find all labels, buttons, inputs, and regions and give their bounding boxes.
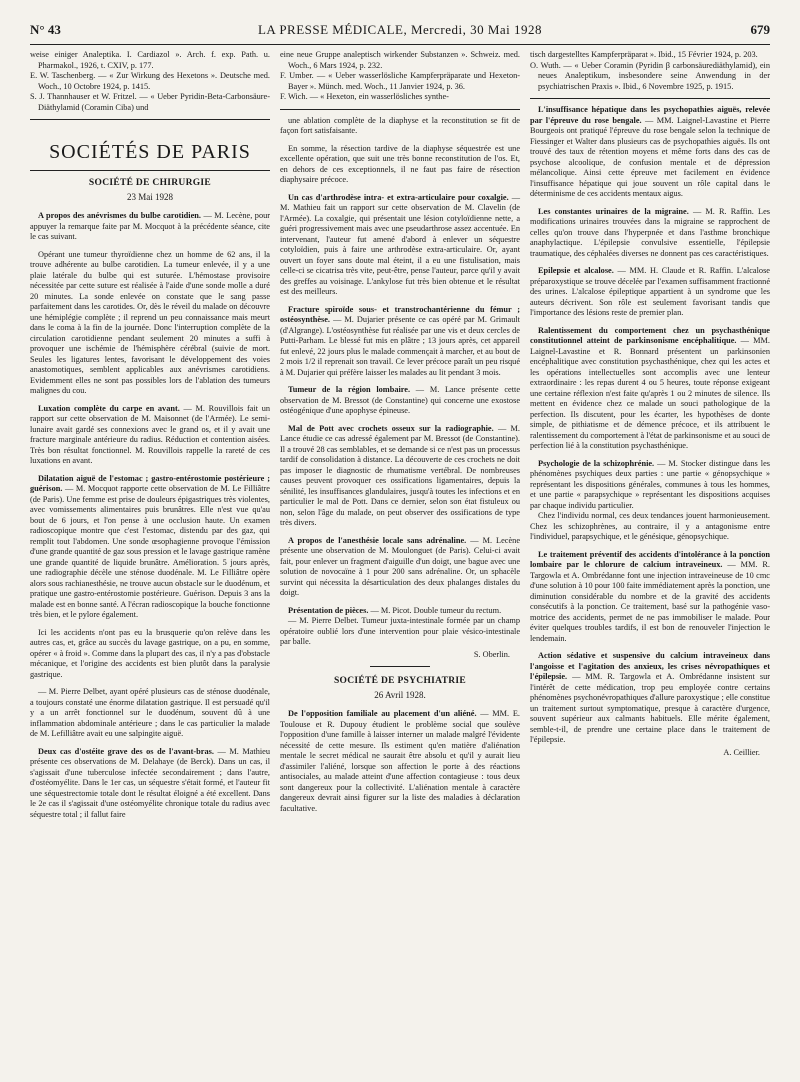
article-heading: L'insuffisance hépatique dans les psychopathies aiguës, relevée par l'épreuve du rose bengale. bbox=[530, 105, 770, 125]
column-1 bbox=[30, 50, 270, 827]
article bbox=[30, 211, 270, 243]
article-body: — MM. R. Targowla et A. Ombrédanne font une injection intraveineuse de 10 cmc d'une solution à 10 pour 100 faite immédiatement après la ponction, une diminution considérable du nombre et de la gravité des accidents consécutifs à la ponction. Ce traitement, basé sur la pathogénie vaso-motrice des accidents, permet de ne pas immobiliser le malade. Pour éviter quelques troubles tardifs, il est bon de renouveler l'injection le lendemain. bbox=[530, 560, 770, 643]
article-body: — M. Dujarier présente ce cas opéré par M. Grimault (d'Algrange). L'ostéosynthèse fut réalisée par une vis et deux cercles de Putti-Parham. Le blessé fut mis en plâtre ; 13 jours après, cet appareil fut enlevé, 22 jours plus le malade commençait à marcher, et au bout de 2 mois 1/2 il reprenait son travail. Ce lever précoce paraît un peu risqué à M. Dujarier qui préfère laisser les malades au lit pendant 3 mois. bbox=[280, 315, 520, 377]
divider bbox=[30, 170, 270, 171]
article-heading: A propos de l'anesthésie locale sans adrénaline. bbox=[288, 535, 467, 545]
article-body: une ablation complète de la diaphyse et la reconstitution se fit de façon fort satisfaisante. bbox=[280, 115, 520, 135]
article bbox=[530, 105, 770, 200]
article bbox=[30, 404, 270, 467]
article-heading: Le traitement préventif des accidents d'intolérance à la ponction lombaire par le chlorure de calcium intraveineux. bbox=[530, 549, 770, 569]
article-heading: Action sédative et suspensive du calcium intraveineux dans l'angoisse et l'agitation des anxieux, les crises névropathiques et l'épilepsie. bbox=[530, 651, 770, 681]
page-number: 679 bbox=[750, 22, 770, 37]
article bbox=[530, 207, 770, 260]
article bbox=[280, 424, 520, 529]
reference-item: eine neue Gruppe analeptisch wirkender Substanzen ». Schweiz. med. Woch., 6 Mars 1924, p. 232. bbox=[280, 50, 520, 70]
author-signature: S. Oberlin. bbox=[473, 649, 510, 659]
article-body: — M. Rouvillois fait un rapport sur cette observation de M. Maisonnet (de l'Armée). Le semi-lunaire avait gardé ses connexions avec le grand os, et il y avait une fracture marginale antérieure du radius. Réduction et contention aisées. Très bon résultat fonctionnel. M. Rouvillois rappelle la rareté de ces luxations en avant. bbox=[30, 403, 270, 465]
article-body: — M. R. Raffin. Les modifications urinaires trouvées dans la migraine se rapprochent de celles qu'on trouve dans l'hyperpnée et dans l'asthme bronchique anaphylactique. L'épilepsie convulsive essentielle, l'épilepsie traumatique, des céphalées diverses ne donnent pas ces caractéristiques. bbox=[530, 206, 770, 258]
issue-number: N° 43 bbox=[30, 22, 61, 37]
article-body: — M. Mathieu fait un rapport sur cette observation de M. Clavelin (de l'Armée). La coxalgie, qui présentait une lésion cotyloïdienne nette, a guéri progressivement mais avec une pseudarthrose assez accentuée. En intervenant, l'auteur fut amené d'abord à enlever un séquestre cotyloïdien, puis à faire une arthrodèse extra-articulaire. Or, ayant ouvert un foyer sans doute mal éteint, il a eu une fistulisation, mais celle-ci se cicatrisa très vite, peut-être, pense l'auteur, parce qu'il y avait des greffes au voisinage. L'ankylose fut très bien obtenue et le résultat est des meilleurs. bbox=[280, 192, 520, 296]
journal-title: LA PRESSE MÉDICALE, Mercredi, 30 Mai 1928 bbox=[257, 22, 543, 37]
article bbox=[280, 606, 520, 617]
society-title: SOCIÉTÉ DE PSYCHIATRIE bbox=[333, 676, 467, 686]
article-body: — M. Mocquot rapporte cette observation de M. Le Filliâtre (de Paris). Une femme est prise de douleurs épigastriques très violentes, avec vomissements alimentaires puis brunâtres. Elle n'est vue qu'au bout de 6 jours, et l'on pense à une occlusion haute. Un examen radioscopique montre que c'est l'estomac, distendu par des gaz, qui remplit tout l'abdomen. Une sonde œsophagienne provoque l'émission d'une grande quantité de gaz sous pression et le lavage gastrique ramène une grande quantité de liquide brunâtre. Amélioration. 5 jours après, une radiographie décèle une sténose duodénale. M. Le Filliâtre opère alors sous rachianesthésie, ne trouve aucun obstacle sur le duodénum, et pratique une gastro-entérostomie postérieure. Guérison. Depuis 3 ans la malade est en bonne santé. A l'écran radioscopique la bouche fonctionne très bien, et le pylore également. bbox=[30, 484, 270, 619]
article-heading: Ralentissement du comportement chez un psychasthénique constitutionnel atteint de parkinsonisme encéphalitique. bbox=[530, 325, 770, 345]
article-heading: Epilepsie et alcalose. bbox=[538, 266, 614, 275]
article-heading: De l'opposition familiale au placement d'un aliéné. bbox=[288, 709, 477, 718]
article-heading: Présentation de pièces. bbox=[288, 605, 369, 615]
article bbox=[30, 747, 270, 821]
article-body: — MM. Laignel-Lavastine et R. Bonnard présentent un parkinsonien encéphalitique avec constitution psychasthénique, chez qui les actes et les opérations intellectuelles sont accomplis avec une lenteur extraordinaire : les repas durent 4 ou 5 heures, toute réponse exigeant une certaine réflexion n'est faite qu'après 1 ou 2 minutes de silence. Ils mettent en évidence chez ce malade un souci pathologique de la perfection. Ils discutent, pour les écarter, les hypothèses de donte simple, de pithiatisme et de démence précoce, et ils attribuent le ralentissement du comportement à l'état de parkinsonisme et au souci de perfection lié à la constitution psychasthénique. bbox=[530, 336, 770, 450]
article bbox=[530, 459, 770, 512]
references-block bbox=[280, 50, 520, 103]
article-heading: Les constantes urinaires de la migraine. bbox=[538, 206, 689, 216]
divider bbox=[280, 109, 520, 110]
article-heading: Dilatation aiguë de l'estomac ; gastro-entérostomie postérieure ; guérison. bbox=[30, 473, 270, 493]
article-heading: Tumeur de la région lombaire. bbox=[288, 385, 411, 394]
article bbox=[30, 250, 270, 397]
divider bbox=[30, 119, 270, 120]
column-2 bbox=[280, 50, 520, 821]
reference-item: weise einiger Analeptika. I. Cardiazol ». Arch. f. exp. Path. u. Pharmakol., 1926, t. CXIV, p. 177. bbox=[30, 50, 270, 70]
article bbox=[280, 305, 520, 379]
article-body: — MM. E. Toulouse et R. Dupouy étudient le problème social que soulève l'opposition d'une famille à laisser interner un malade malgré l'évidente nécessité de cette mesure. Ils estiment qu'en matière d'aliénation mentale le secret médical ne saurait être absolu et qu'il y aurait lieu d'assimiler l'aliéné, lorsque son affection le porte à des réactions antisociales, au malade atteint d'une affection contagieuse : tous deux sont dangereux pour la collectivité. L'aliénation mentale à caractère dangereux devrait ainsi figurer sur la liste des maladies à déclaration facultative. bbox=[280, 709, 520, 813]
article-body: Ici les accidents n'ont pas eu la brusquerie qu'on relève dans les autres cas, et, grâce au succès du lavage gastrique, on a pu, en somme, opérer « à froid ». Comme dans la plupart des cas, il n'y a pas d'obstacle mécanique, et l'origine des accidents est bien plutôt dans la paralysie gastrique. bbox=[30, 627, 270, 679]
references-block bbox=[530, 50, 770, 92]
article-heading: Psychologie de la schizophrénie. bbox=[538, 458, 655, 468]
article-body: — M. Picot. Double tumeur du rectum. bbox=[368, 605, 502, 615]
article-body: — MM. H. Claude et R. Raffin. L'alcalose préparoxystique se trouve décelée par l'examen suffisamment fractionné des urines. L'alcalose épileptique appartient à un syndrome que les auteurs décrivent. Son rôle est seulement favorisant tandis que l'importance des lésions reste de premier plan. bbox=[530, 266, 770, 317]
reference-item: O. Wuth. — « Ueber Coramin (Pyridin β carbonsäurediäthylamid), ein neues Analeptikum, insbesondere seine Anwendung in der psychiatrischen Praxis ». Ibid., 6 Novembre 1925, p. 1915. bbox=[530, 60, 770, 91]
article bbox=[530, 550, 770, 645]
article bbox=[530, 651, 770, 746]
meeting-date: 23 Mai 1928 bbox=[127, 192, 173, 202]
article bbox=[30, 628, 270, 681]
society-title: SOCIÉTÉ DE CHIRURGIE bbox=[88, 178, 212, 188]
references-block bbox=[30, 50, 270, 113]
section-title: SOCIÉTÉS DE PARIS bbox=[49, 141, 251, 163]
article-body: — M. Lance présente cette observation de M. Bressot (de Constantine) qui concerne une exostose ostéogénique d'une apophyse épineuse. bbox=[280, 385, 520, 415]
article-heading: Un cas d'arthrodèse intra- et extra-articulaire pour coxalgie. bbox=[288, 192, 509, 202]
article bbox=[280, 116, 520, 137]
reference-item: S. J. Thannhauser et W. Fritzel. — « Ueber Pyridin-Beta-Carbonsäure-Diäthylamid (Coramin Ciba) und bbox=[30, 92, 270, 112]
article bbox=[280, 193, 520, 298]
article-body: — M. Stocker distingue dans les phénomènes psychiques deux parties : une partie « génopsychique » représentant les dispositions générales, communes à tous les hommes, et une partie « parapsychique » représentant les dispositions acquises par chaque individu particulier. bbox=[530, 458, 770, 510]
article-body: — M. Mathieu présente ces observations de M. Delahaye (de Berck). Dans un cas, il s'agissait d'une tuberculose infectée secondairement ; dans l'autre, d'ostéomyélite. Dans le 1er cas, un séquestre s'était formé, et l'auteur fit une séquestrectomie totale dont le résultat éloigné a été excellent. Dans le 2e cas il s'agissait d'une ostéomyélite chronique totale du radius avec séquestre total ; il fallut faire bbox=[30, 746, 270, 819]
article bbox=[280, 144, 520, 186]
article bbox=[280, 709, 520, 814]
article-body: — M. Lecène, pour appuyer la remarque faite par M. Mocquot à la précédente séance, cite le cas suivant. bbox=[30, 211, 271, 241]
reference-item: F. Wich. — « Hexeton, ein wasserlösliches synthe- bbox=[280, 92, 449, 101]
article bbox=[280, 385, 520, 417]
article bbox=[30, 687, 270, 740]
divider bbox=[370, 666, 430, 667]
author-signature: A. Ceillier. bbox=[723, 747, 760, 757]
article-body: Chez l'individu normal, ces deux tendances jouent harmonieusement. Chez les schizophrènes, au contraire, il y a antagonisme entre l'individuel, parapsychique, et le génésique, génopsychique. bbox=[530, 511, 770, 541]
article-heading: Luxation complète du carpe en avant. bbox=[38, 403, 180, 413]
article-body: — M. Lecène présente une observation de M. Moulonguet (de Paris). Celui-ci avait fait, pour enlever un fragment d'aiguille d'un doigt, une bague avec une solution de novocaïne à 1 pour 200 sans adrénaline. Or, un sphacèle survint qui nécessita la désarticulation des deux phalanges distales du doigt. bbox=[280, 535, 520, 597]
reference-item: tisch dargestelltes Kampferpräparat ». Ibid., 15 Février 1924, p. 203. bbox=[530, 50, 758, 59]
article-body: — MM. R. Targowla et A. Ombrédanne insistent sur l'intérêt de cette médication, trop peu employée contre certains phénomènes psychonévropathiques d'allure paroxystique ; elle constitue un traitement surtout symptomatique, presque à caractère d'urgence, souvent supérieur aux calmants habituels. Elle mérite également, semble-t-il, de prendre une certaine place dans le traitement de l'épilepsie. bbox=[530, 672, 770, 744]
column-3 bbox=[530, 50, 770, 758]
reference-item: F. Umber. — « Ueber wasserlösliche Kampferpräparate und Hexeton-Bayer ». Münch. med. Woch., 11 Janvier 1924, p. 36. bbox=[280, 71, 520, 91]
article-body: En somme, la résection tardive de la diaphyse séquestrée est une excellente opération, que suit une très bonne reconstitution de l'os. Et, en dehors de ces exceptionnels, il ne faut pas faire de résection diaphysaire précoce. bbox=[280, 143, 520, 184]
reference-item: E. W. Taschenberg. — « Zur Wirkung des Hexetons ». Deutsche med. Woch., 10 Octobre 1924, p. 1415. bbox=[30, 71, 270, 91]
divider bbox=[530, 98, 770, 99]
article-body: — M. Pierre Delbet. Tumeur juxta-intestinale formée par un champ opératoire oublié lors d'une intervention pour plaie vésico-intestinale par balle. bbox=[280, 616, 520, 646]
article bbox=[280, 536, 520, 599]
article bbox=[30, 474, 270, 621]
article-heading: Fracture spiroïde sous- et transtrochantérienne du fémur ; ostéosynthèse. bbox=[280, 304, 520, 324]
article-heading: Deux cas d'ostéite grave des os de l'avant-bras. bbox=[38, 746, 214, 756]
article-heading: A propos des anévrismes du bulbe carotidien. bbox=[38, 211, 201, 220]
page-header bbox=[30, 22, 770, 45]
article bbox=[530, 266, 770, 319]
article bbox=[280, 616, 520, 648]
meeting-date: 26 Avril 1928. bbox=[374, 690, 426, 700]
article-body: — M. Pierre Delbet, ayant opéré plusieurs cas de sténose duodénale, a toujours constaté une énorme dilatation gastrique. Il est persuadé qu'il y a un arrêt fonctionnel sur le duodénum, souvent dû à une inflammation abdominale antérieure ; dans le cas particulier la malade de M. Lefilliâtre avait eu une salpingite aiguë. bbox=[30, 687, 270, 738]
article-body: — MM. Laignel-Lavastine et Pierre Bourgeois ont pratiqué l'épreuve du rose bengale selon la technique de Fiessinger et Walter dans plusieurs cas de psychopathies aiguës. Ils ont trouvé des taux de rétention moyens et même forts dans des cas de psychose alcoolique, de confusion mentale et de dépression mélancolique. Ainsi cette épreuve met facilement en évidence l'insuffisance hépatique qui joue souvent un rôle capital dans le déterminisme de ces accidents mentaux aigus. bbox=[530, 115, 770, 198]
article-body: Opérant une tumeur thyroïdienne chez un homme de 62 ans, il la trouve adhérente au bulbe carotidien. La tumeur enlevée, il y a une plaie latérale du bulbe qui est suturée. L'hémostase provisoire nécessitée par cette suture est réalisée à l'aide d'une sonde molle a duré 20 minutes. La sonde enlevée on constate que le sang passe parfaitement dans les carotides. Or, dès le réveil du malade on découvre une hémiplégie complète ; il reprend un peu connaissance mais meurt dans le coma à la fin de la journée. Donc l'interruption complète de la circulation carotidienne pendant seulement 20 minutes a suffi à provoquer une ischémie de l'hémisphère cérébral (suivie de mort. Seules les ligatures lentes, favorisant le développement des voies anastomotiques, semblent applicables aux anévrismes carotidiens. Evidemment elles ne sont pas possibles lors de l'ablation des tumeurs malignes du cou. bbox=[30, 249, 270, 395]
article bbox=[530, 326, 770, 452]
article-body: — M. Lance étudie ce cas adressé également par M. Bressot (de Constantine). Il a trouvé 28 cas semblables, et se demande si ce n'est pas un processus tardif de consolidation à distance. La découverte de ces crochets ne doit pas imposer le diagnostic de rhumatisme vertébral. De nombreuses causes peuvent provoquer ces ossifications ligamentaires, depuis la sénilité, les insuffisances glandulaires, jusqu'à toutes les infections et en particulier le mal de Pott. Dans ce dernier, selon son état fistuleux ou non, selon l'âge du malade, on peut observer des ossifications de type très divers. bbox=[280, 423, 520, 527]
article-heading: Mal de Pott avec crochets osseux sur la radiographie. bbox=[288, 423, 494, 433]
article bbox=[530, 511, 770, 543]
